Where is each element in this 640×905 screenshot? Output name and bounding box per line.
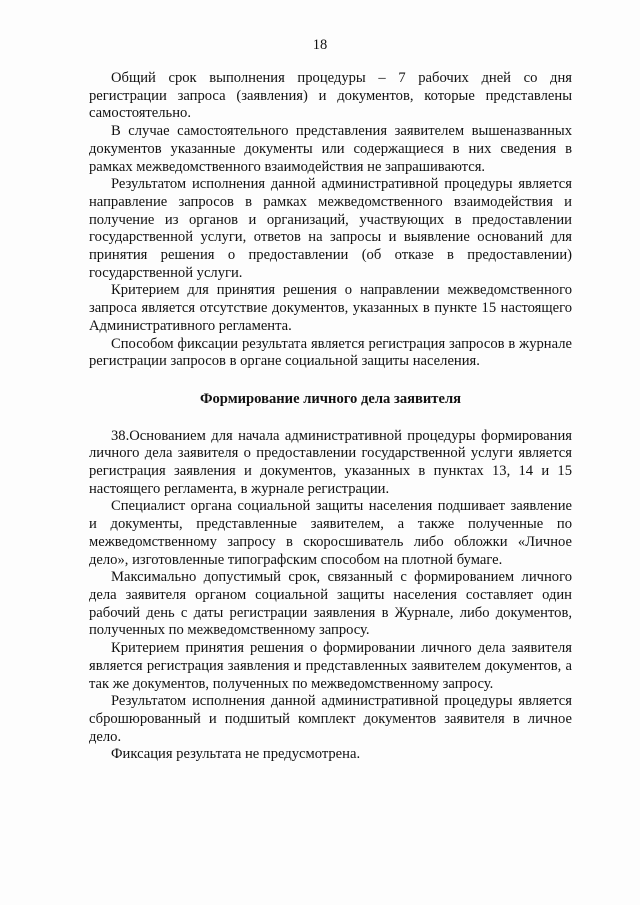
page-number: 18	[312, 37, 328, 53]
paragraph-specialist-filing: Специалист органа социальной защиты населения подшивает заявление и документы, представленные заявителем, а также полученные по межведомственному запросу в скоросшиватель либо обложки «Личное дело», изготовленные типографским способом на плотной бумаге.	[89, 498, 572, 568]
paragraph-formation-criterion: Критерием принятия решения о формировании личного дела заявителя является регистрация заявления и представленных заявителем документов, а так же документов, полученных по межведомственному запросу.	[89, 640, 572, 692]
paragraph-max-term: Максимально допустимый срок, связанный с формированием личного дела заявителя органом социальной защиты населения составляет один рабочий день с даты регистрации заявления в Журнале, либо документов, полученных по межведомственному запросу.	[89, 569, 572, 639]
paragraph-fixation-method: Способом фиксации результата является регистрация запросов в журнале регистрации запросов в органе социальной защиты населения.	[89, 335, 572, 370]
paragraph-no-fixation: Фиксация результата не предусмотрена.	[111, 746, 361, 763]
paragraph-decision-criterion: Критерием для принятия решения о направлении межведомственного запроса является отсутствие документов, указанных в пункте 15 настоящего Административного регламента.	[89, 282, 572, 334]
document-body	[89, 70, 572, 764]
paragraph-38-basis: 38.Основанием для начала административной процедуры формирования личного дела заявителя о предоставлении государственной услуги является регистрация заявления и документов, указанных в пунктах 13, 14 и 15 настоящего регламента, в журнале регистрации.	[89, 427, 572, 497]
paragraph-total-term: Общий срок выполнения процедуры – 7 рабочих дней со дня регистрации запроса (заявления) и документов, которые представлены самостоятельно.	[89, 70, 572, 122]
paragraph-self-submission: В случае самостоятельного представления заявителем вышеназванных документов указанные документы или содержащиеся в них сведения в рамках межведомственного взаимодействия не запрашиваются.	[89, 123, 572, 175]
section-heading: Формирование личного дела заявителя	[199, 390, 462, 407]
paragraph-procedure-result: Результатом исполнения данной административной процедуры является направление запросов в рамках межведомственного взаимодействия и получение из органов и организаций, участвующих в предоставлении государственной услуги, ответов на запросы и выявление оснований для принятия решения о предоставлении (об отказе в предоставлении) государственной услуги.	[89, 176, 572, 281]
paragraph-formation-result: Результатом исполнения данной административной процедуры является сброшюрованный и подшитый комплект документов заявителя в личное дело.	[89, 693, 572, 745]
